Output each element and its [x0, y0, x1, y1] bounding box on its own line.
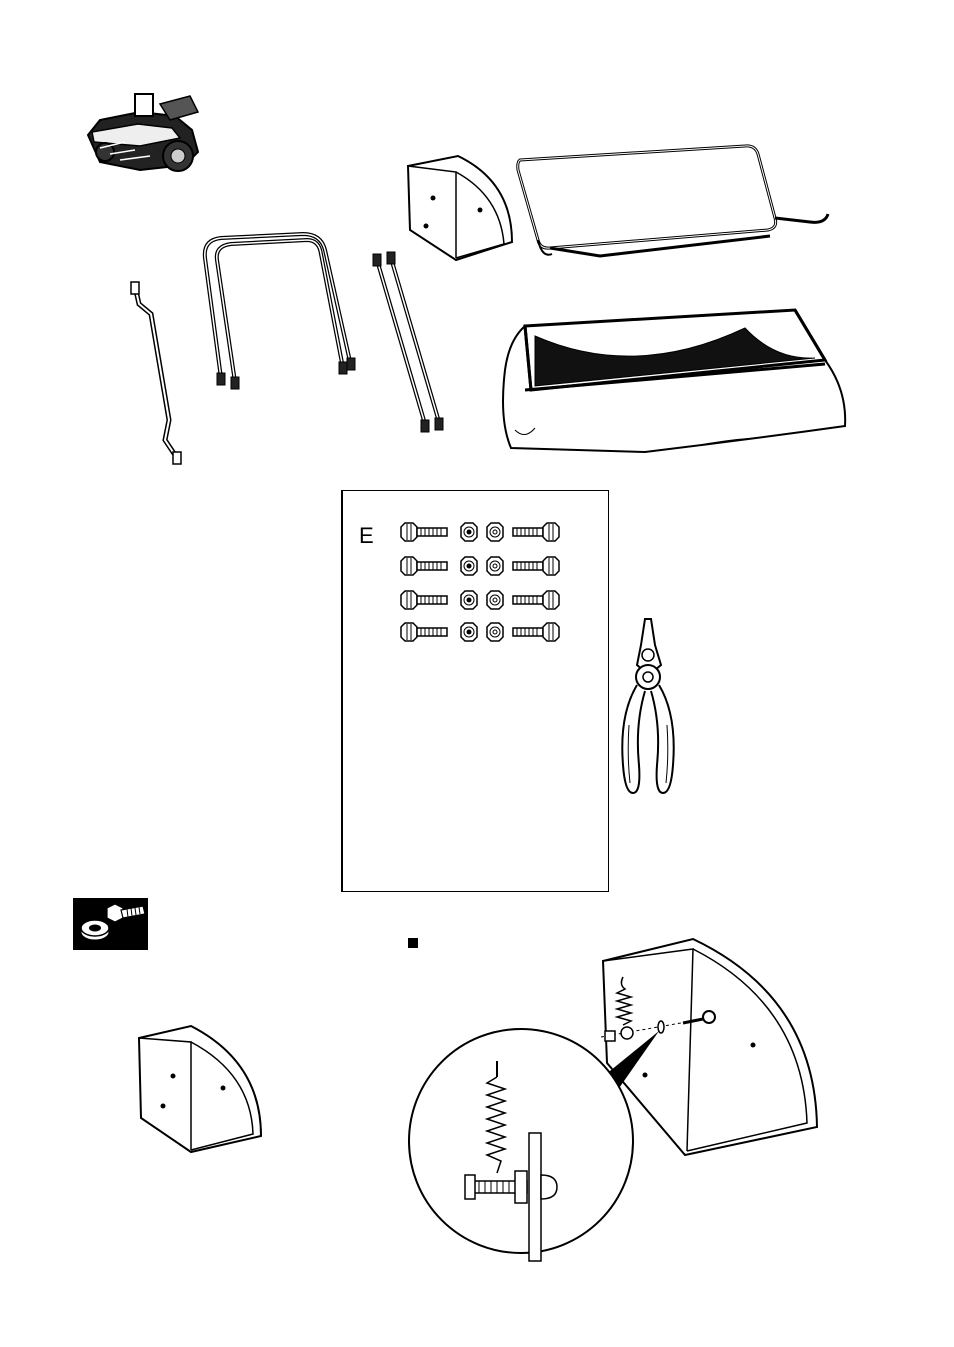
deflector-assembly-detail [405, 935, 825, 1265]
parts-box-letter: E [359, 523, 374, 548]
parts-box [341, 490, 609, 892]
hardware-row-3 [401, 591, 559, 609]
straight-rods [365, 252, 455, 437]
hardware-grid [401, 519, 571, 649]
tractor-icon [80, 90, 205, 180]
collector-top-frame [510, 140, 840, 265]
deflector-hood-small [133, 1022, 268, 1157]
hex-nut-icon [81, 920, 109, 940]
hardware-row-2 [401, 557, 559, 575]
pliers-icon [615, 615, 685, 800]
bent-rod [125, 280, 195, 470]
collector-bag [495, 300, 855, 460]
hardware-badge [73, 898, 148, 950]
u-frame-rods [195, 228, 370, 393]
bolt-icon [107, 904, 145, 922]
hardware-row-4 [401, 623, 559, 641]
deflector-hood [400, 152, 520, 267]
hardware-row-1 [401, 523, 559, 541]
